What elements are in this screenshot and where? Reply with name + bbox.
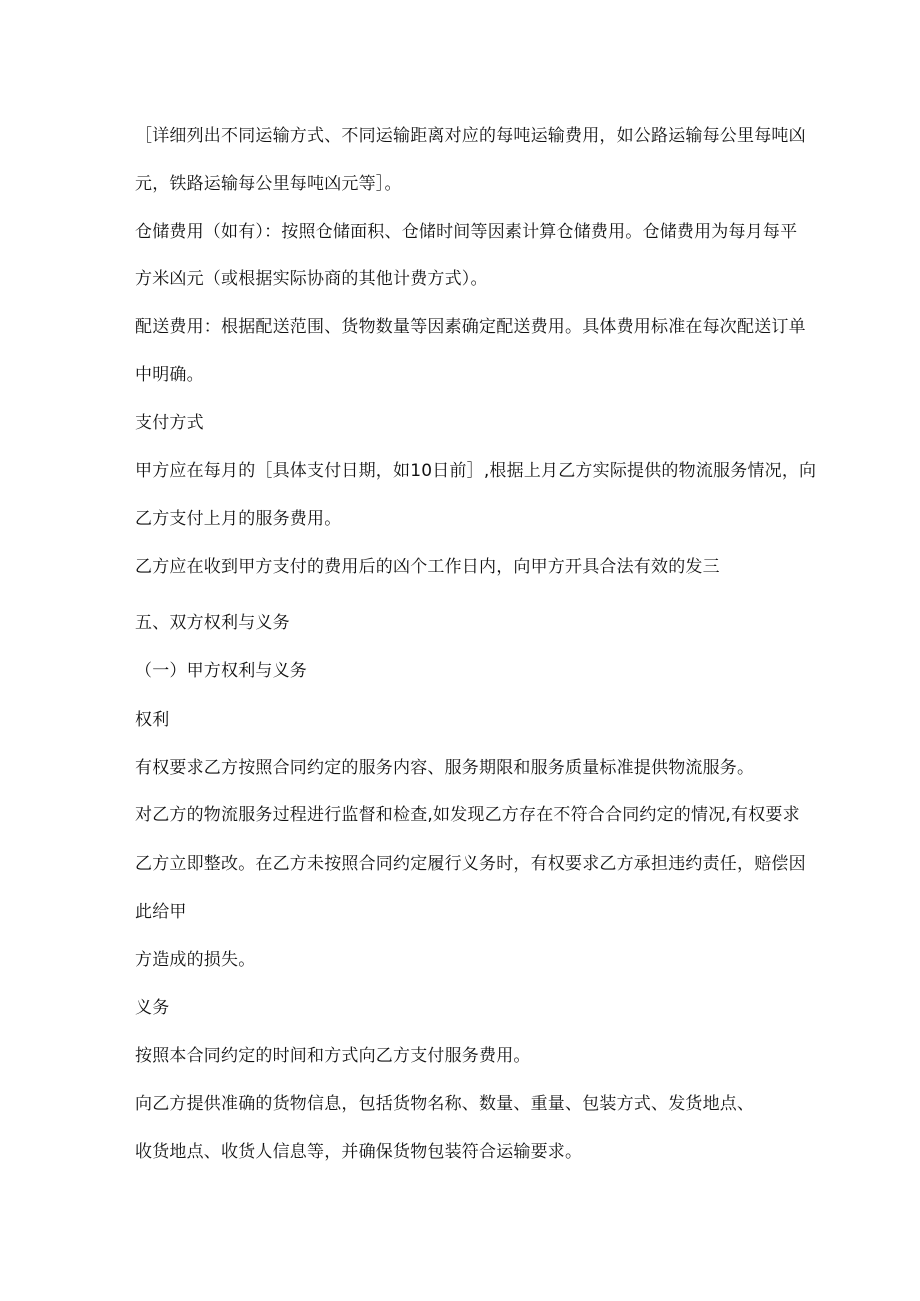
text-line: 元，铁路运输每公里每吨凶元等］。 (135, 174, 402, 194)
text-line: 乙方支付上月的服务费用。 (135, 509, 342, 529)
text-line: 对乙方的物流服务过程进行监督和检查,如发现乙方存在不符合合同约定的情况,有权要求 (135, 805, 800, 825)
text-line: 此给甲 (135, 902, 187, 922)
section-heading: 义务 (135, 998, 170, 1018)
text-line: 方米凶元（或根据实际协商的其他计费方式）。 (135, 269, 488, 289)
section-heading: 支付方式 (135, 413, 204, 433)
section-heading: 权利 (135, 710, 170, 730)
text-line: 收货地点、收货人信息等，并确保货物包装符合运输要求。 (135, 1142, 583, 1162)
text-line: 有权要求乙方按照合同约定的服务内容、服务期限和服务质量标准提供物流服务。 (135, 758, 755, 778)
section-heading: 五、双方权利与义务 (135, 613, 290, 633)
text-line: 按照本合同约定的时间和方式向乙方支付服务费用。 (135, 1046, 531, 1066)
text-line: 配送费用：根据配送范围、货物数量等因素确定配送费用。具体费用标准在每次配送订单 (135, 317, 806, 337)
text-line: 甲方应在每月的［具体支付日期，如10日前］,根据上月乙方实际提供的物流服务情况，向 (135, 461, 817, 481)
text-line: 乙方立即整改。在乙方未按照合同约定履行义务时，有权要求乙方承担违约责任，赔偿因 (135, 854, 806, 874)
subsection-heading: （一）甲方权利与义务 (135, 661, 307, 681)
text-line: 向乙方提供准确的货物信息，包括货物名称、数量、重量、包装方式、发货地点、 (135, 1094, 755, 1114)
text-line: 中明确。 (135, 365, 204, 385)
text-line: 仓储费用（如有）：按照仓储面积、仓储时间等因素计算仓储费用。仓储费用为每月每平 (135, 222, 798, 242)
text-line: ［详细列出不同运输方式、不同运输距离对应的每吨运输费用，如公路运输每公里每吨凶 (135, 126, 806, 146)
text-line: 乙方应在收到甲方支付的费用后的凶个工作日内，向甲方开具合法有效的发三 (135, 557, 720, 577)
text-line: 方造成的损失。 (135, 950, 256, 970)
